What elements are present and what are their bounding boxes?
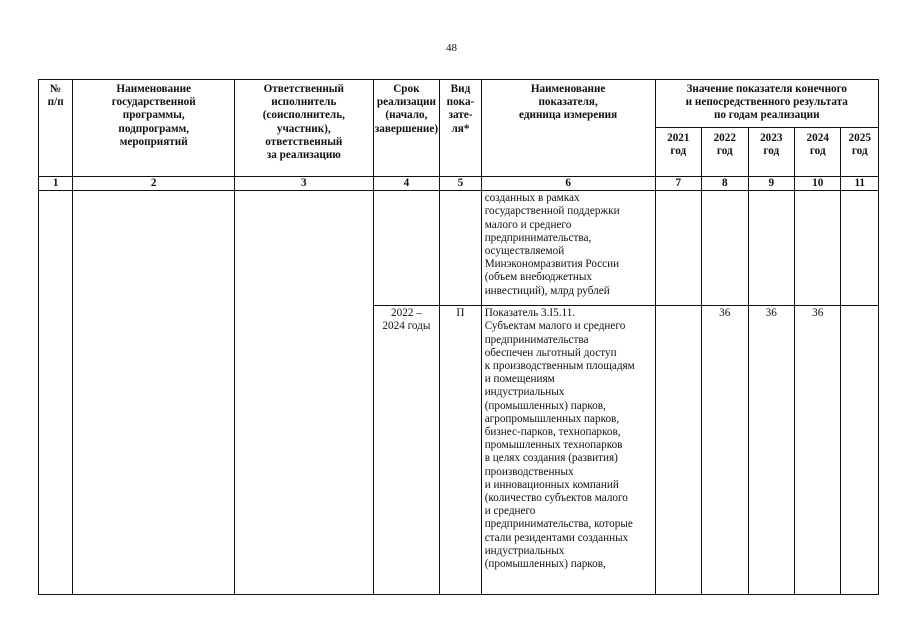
cell-value-2023: 36 — [748, 306, 794, 595]
column-number: 4 — [373, 177, 440, 191]
header-year-2024: 2024 год — [795, 128, 841, 177]
column-number-row — [39, 177, 879, 191]
header-row-main — [39, 80, 879, 128]
cell-value-2022 — [702, 191, 748, 306]
header-year-2021: 2021 год — [655, 128, 701, 177]
header-year-2023: 2023 год — [748, 128, 794, 177]
header-col-num: № п/п — [39, 80, 73, 177]
header-col-program: Наименование государственной программы, подпрограмм, мероприятий — [73, 80, 235, 177]
column-number: 9 — [748, 177, 794, 191]
header-year-2025: 2025 год — [841, 128, 879, 177]
cell-num — [39, 191, 73, 595]
cell-value-2025 — [841, 191, 879, 306]
column-number: 10 — [795, 177, 841, 191]
cell-value-2023 — [748, 191, 794, 306]
cell-value-2024: 36 — [795, 306, 841, 595]
header-col-indicator: Наименование показателя, единица измерения — [481, 80, 655, 177]
header-col-values: Значение показателя конечного и непосредственного результата по годам реализации — [655, 80, 878, 128]
header-year-2022: 2022 год — [702, 128, 748, 177]
column-number: 1 — [39, 177, 73, 191]
cell-indicator: созданных в рамках государственной поддержки малого и среднего предпринимательства, осуществляемой Минэкономразвития России (объем внебюджетных инвестиций), млрд рублей — [481, 191, 655, 306]
cell-program — [73, 191, 235, 595]
cell-value-2025 — [841, 306, 879, 595]
column-number: 11 — [841, 177, 879, 191]
indicators-table — [38, 79, 879, 595]
cell-term: 2022 – 2024 годы — [373, 306, 440, 595]
cell-responsible — [235, 191, 373, 595]
cell-indicator: Показатель 3.I5.11. Субъектам малого и среднего предпринимательства обеспечен льготный доступ к производственным площадям и помещениям индустриальных (промышленных) парков, агропромышленных парков, бизнес-парков, технопарков, промышленных технопарков в целях создания (развития) производственных и инновационных компаний (количество субъектов малого и среднего предпринимательства, которые стали резидентами созданных индустриальных (промышленных) парков, — [481, 306, 655, 595]
page-number: 48 — [446, 42, 457, 54]
column-number: 7 — [655, 177, 701, 191]
cell-type: П — [440, 306, 481, 595]
header-col-type: Вид пока- зате- ля* — [440, 80, 481, 177]
header-col-responsible: Ответственный исполнитель (соисполнитель, участник), ответственный за реализацию — [235, 80, 373, 177]
column-number: 6 — [481, 177, 655, 191]
column-number: 8 — [702, 177, 748, 191]
column-number: 3 — [235, 177, 373, 191]
column-number: 2 — [73, 177, 235, 191]
cell-term — [373, 191, 440, 306]
cell-type — [440, 191, 481, 306]
column-number: 5 — [440, 177, 481, 191]
header-col-term: Срок реализации (начало, завершение) — [373, 80, 440, 177]
cell-value-2021 — [655, 306, 701, 595]
cell-value-2022: 36 — [702, 306, 748, 595]
cell-value-2021 — [655, 191, 701, 306]
table-row — [39, 191, 879, 306]
cell-value-2024 — [795, 191, 841, 306]
